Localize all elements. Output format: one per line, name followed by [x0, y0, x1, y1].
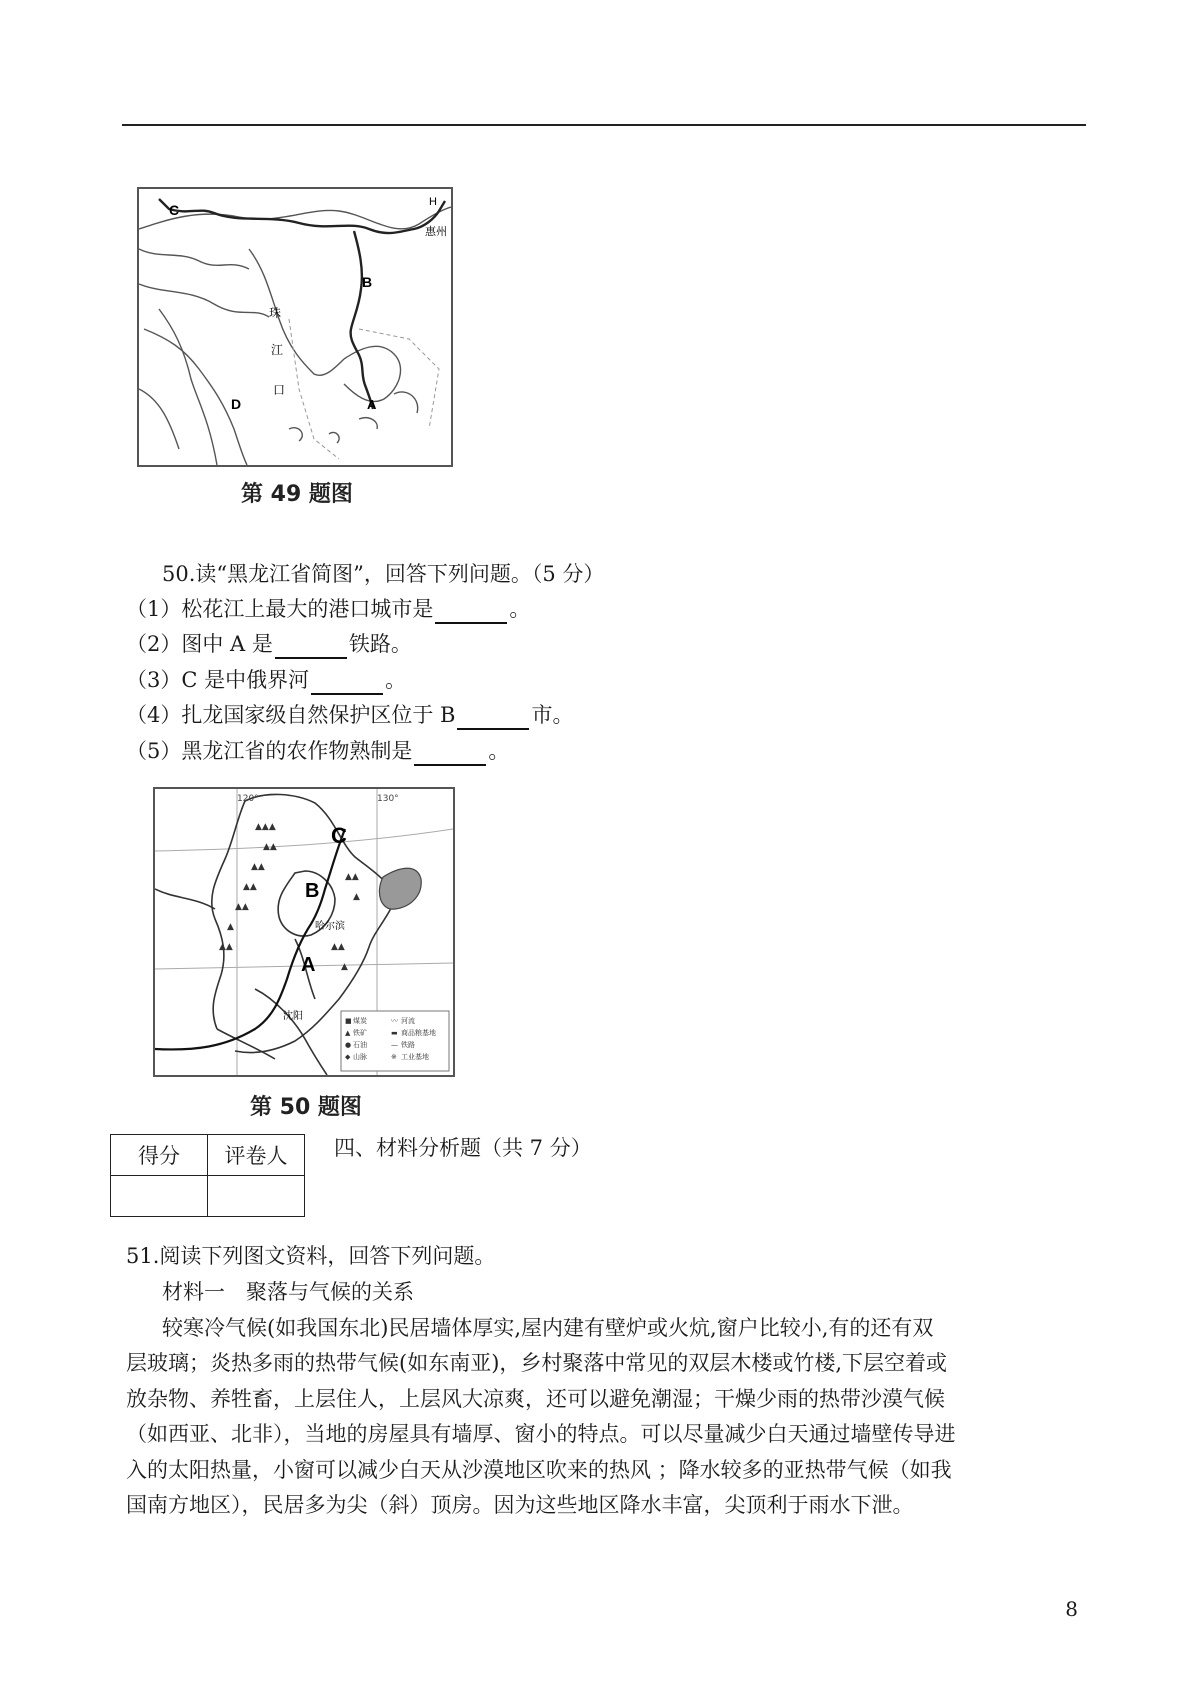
legend-symbol-8: ※: [391, 1053, 397, 1061]
label-lon120: 120°: [237, 794, 259, 804]
page-number: 8: [1065, 1597, 1078, 1621]
score-cell[interactable]: [111, 1176, 208, 1217]
legend-text-3: 石油: [353, 1041, 367, 1049]
svg-text:▲: ▲: [353, 892, 360, 902]
material-1-line-4: （如西亚、北非），当地的房屋具有墙厚、窗小的特点。可以尽量减少白天通过墙壁传导进: [126, 1422, 956, 1446]
grader-cell[interactable]: [208, 1176, 305, 1217]
material-1-title: 材料一 聚落与气候的关系: [162, 1280, 414, 1304]
q50-item-4-post: 市。: [531, 703, 574, 727]
label-a: A: [301, 954, 316, 976]
q50-title: 50.读“黑龙江省简图”，回答下列问题。（5 分）: [162, 562, 605, 586]
q50-item-2-post: 铁路。: [348, 632, 412, 656]
label-h: H: [429, 196, 437, 208]
figure-49-map: [137, 187, 453, 467]
legend-text-6: 商品粮基地: [401, 1029, 436, 1037]
svg-text:▲: ▲: [341, 962, 348, 972]
label-c: C: [169, 202, 180, 218]
svg-text:▲▲: ▲▲: [263, 842, 277, 852]
legend-symbol-2: ▲: [345, 1029, 351, 1037]
label-shenyang: 沈阳: [283, 1011, 303, 1022]
label-lon130: 130°: [377, 794, 399, 804]
answer-blank-1[interactable]: [435, 600, 507, 624]
svg-text:▲▲: ▲▲: [219, 942, 233, 952]
material-1-line-3: 放杂物、养牲畜，上层住人，上层风大凉爽，还可以避免潮湿；干燥少雨的热带沙漠气候: [126, 1387, 945, 1411]
score-table: [110, 1134, 305, 1217]
grader-label: 评卷人: [208, 1135, 305, 1176]
label-zhu: 珠: [269, 306, 282, 320]
legend-symbol-6: ▬: [391, 1029, 398, 1037]
figure-50-caption: 第 50 题图: [250, 1095, 362, 1120]
material-1-line-1: 较寒冷气候(如我国东北)民居墙体厚实,屋内建有壁炉或火炕,窗户比较小,有的还有双: [162, 1316, 934, 1340]
q50-item-5-pre: （5）黑龙江省的农作物熟制是: [126, 739, 413, 763]
svg-text:▲▲: ▲▲: [331, 942, 345, 952]
legend-symbol-3: ●: [345, 1041, 352, 1049]
q50-item-5-post: 。: [488, 739, 510, 763]
label-huizhou: 惠州: [425, 226, 447, 238]
label-kou: 口: [273, 383, 286, 397]
q50-item-3: [126, 665, 406, 695]
q51-title: 51.阅读下列图文资料，回答下列问题。: [126, 1244, 496, 1268]
header-rule: [122, 124, 1086, 126]
answer-blank-5[interactable]: [414, 742, 486, 766]
legend-symbol-1: ■: [345, 1017, 352, 1025]
label-b: B: [305, 880, 320, 902]
legend-symbol-7: —: [391, 1041, 398, 1049]
svg-text:▲: ▲: [227, 922, 234, 932]
q50-item-1: [126, 594, 530, 624]
q50-item-3-post: 。: [385, 668, 407, 692]
material-1-line-6: 国南方地区），民居多为尖（斜）顶房。因为这些地区降水丰富，尖顶利于雨水下泄。: [126, 1493, 914, 1517]
material-1-line-5: 入的太阳热量，小窗可以减少白天从沙漠地区吹来的热风 ；降水较多的亚热带气候（如我: [126, 1458, 952, 1482]
svg-text:▲▲: ▲▲: [251, 862, 265, 872]
q50-item-4: [126, 700, 573, 730]
q50-item-5: [126, 736, 509, 766]
q50-item-3-pre: （3）C 是中俄界河: [126, 668, 310, 692]
legend-text-7: 铁路: [401, 1041, 415, 1049]
svg-text:▲▲▲: ▲▲▲: [255, 822, 276, 832]
answer-blank-2[interactable]: [275, 635, 347, 659]
legend-symbol-4: ◆: [345, 1053, 351, 1061]
legend-symbol-5: 〰: [391, 1017, 398, 1025]
label-d: D: [231, 396, 242, 412]
q50-item-2-pre: （2）图中 A 是: [126, 632, 273, 656]
material-1-line-2: 层玻璃；炎热多雨的热带气候(如东南亚)，乡村聚落中常见的双层木楼或竹楼,下层空着或: [126, 1351, 948, 1375]
q50-item-2: [126, 629, 412, 659]
q50-item-1-pre: （1）松花江上最大的港口城市是: [126, 597, 434, 621]
legend-text-4: 山脉: [353, 1053, 367, 1061]
legend-text-1: 煤炭: [353, 1017, 367, 1025]
label-b: B: [362, 274, 373, 290]
legend-text-8: 工业基地: [401, 1053, 429, 1061]
q50-item-1-post: 。: [509, 597, 531, 621]
svg-text:▲▲: ▲▲: [243, 882, 257, 892]
label-harbin: 哈尔滨: [315, 921, 345, 932]
legend-text-5: 河流: [401, 1017, 415, 1025]
map-legend: [341, 1011, 449, 1071]
label-c: C: [331, 823, 347, 848]
score-label: 得分: [111, 1135, 208, 1176]
answer-blank-4[interactable]: [457, 706, 529, 730]
svg-text:▲▲: ▲▲: [345, 872, 359, 882]
svg-text:▲▲: ▲▲: [235, 902, 249, 912]
q50-item-4-pre: （4）扎龙国家级自然保护区位于 B: [126, 703, 456, 727]
section-4-title: 四、材料分析题（共 7 分）: [334, 1136, 592, 1160]
legend-text-2: 铁矿: [353, 1029, 367, 1037]
figure-50-map: [153, 787, 455, 1077]
label-jiang: 江: [271, 343, 284, 357]
label-a: A: [367, 397, 377, 412]
answer-blank-3[interactable]: [311, 671, 383, 695]
figure-49-caption: 第 49 题图: [241, 482, 353, 507]
